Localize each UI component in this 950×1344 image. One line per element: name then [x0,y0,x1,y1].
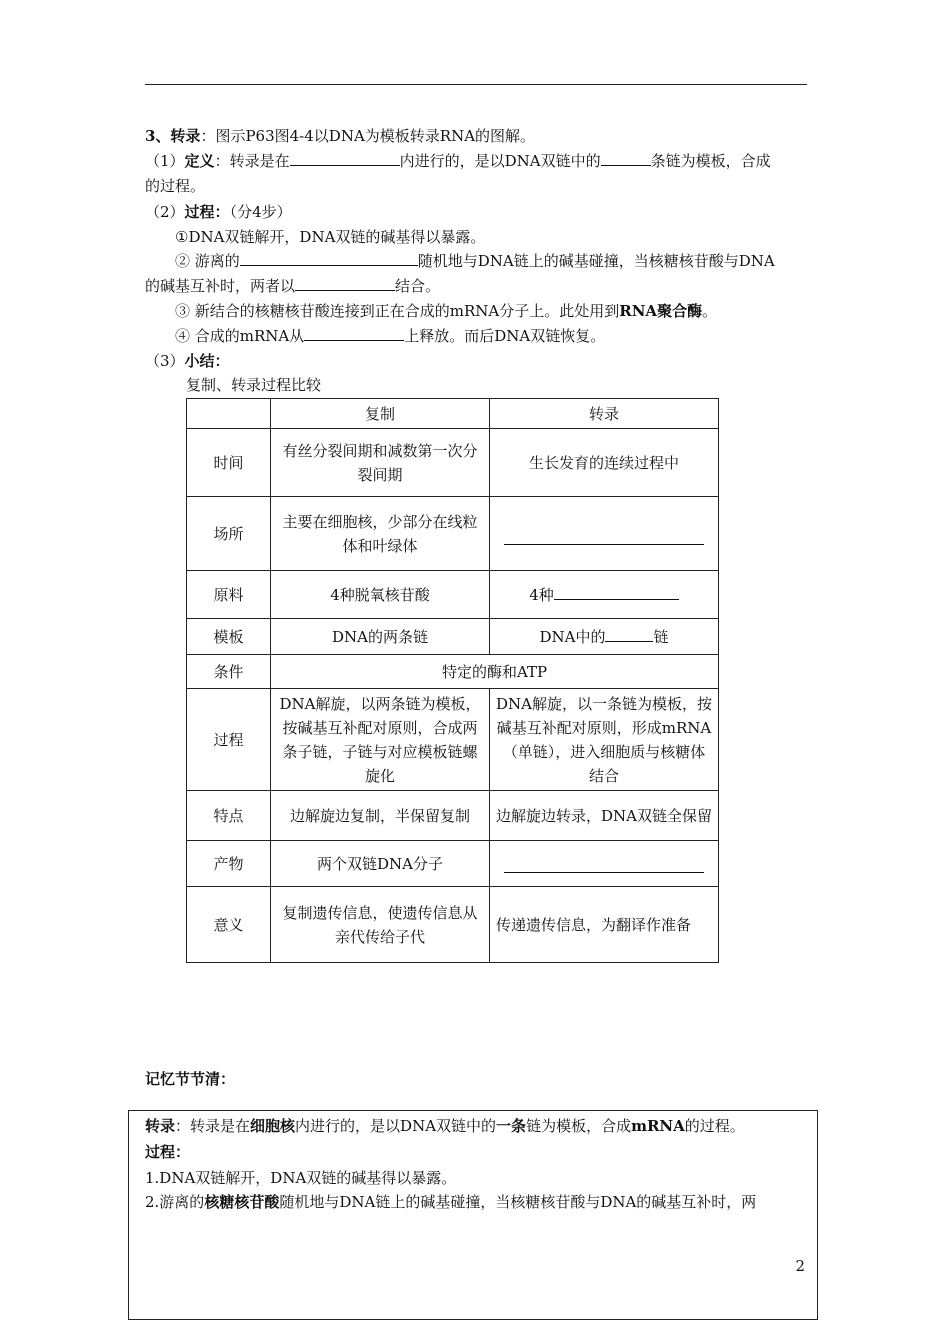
section-title: 3、转录 [145,127,201,145]
table-header-row [187,399,719,429]
header-transcription: 转录 [490,399,719,429]
memo-line-4: 2.游离的核糖核苷酸随机地与DNA链上的碱基碰撞，当核糖核苷酸与DNA的碱基互补时，两 [145,1193,757,1211]
table-row: 原料 4种脱氧核苷酸 4种 [187,571,719,619]
table-row: 特点 边解旋边复制，半保留复制 边解旋边转录，DNA双链全保留 [187,791,719,841]
table-caption: 复制、转录过程比较 [186,376,322,394]
blank-transcription-material[interactable] [554,584,679,600]
memo-line-3: 1.DNA双链解开，DNA双链的碱基得以暴露。 [145,1169,457,1187]
blank-cell-place[interactable] [490,497,719,571]
blank-release-site[interactable] [304,325,404,341]
memo-line-1: 转录：转录是在细胞核内进行的，是以DNA双链中的一条链为模板，合成mRNA的过程。 [145,1117,745,1135]
blank-bond-type[interactable] [295,275,395,291]
section-3-heading: 3、转录：图示P63图4-4以DNA为模板转录RNA的图解。 [145,127,536,145]
table-row: 条件 特定的酶和ATP [187,655,719,689]
blank-transcription-template[interactable] [605,626,653,642]
table-row: 意义 复制遗传信息，使遗传信息从亲代传给子代 传递遗传信息，为翻译作准备 [187,887,719,963]
blank-transcription-product[interactable] [504,858,704,873]
blank-strand-count[interactable] [601,150,651,166]
blank-location[interactable] [290,150,400,166]
memo-box [128,1110,818,1320]
header-rule [145,84,807,85]
process-step-2: ② 游离的 随机地与DNA链上的碱基碰撞，当核糖核苷酸与DNA [175,252,775,270]
memo-line-2: 过程： [145,1143,191,1161]
summary-heading: （3）小结： [145,352,230,370]
memo-title: 记忆节节清： [145,1070,236,1088]
definition-line: （1）定义：转录是在 内进行的，是以DNA双链中的 条链为模板，合成 [145,152,771,170]
blank-transcription-place[interactable] [504,530,704,545]
process-step-4: ④ 合成的mRNA从 上释放。而后DNA双链恢复。 [175,327,606,345]
table-row: 时间 有丝分裂间期和减数第一次分裂间期 生长发育的连续过程中 [187,429,719,497]
process-step-3: ③ 新结合的核糖核苷酸连接到正在合成的mRNA分子上。此处用到RNA聚合酶。 [175,302,718,320]
comparison-table [186,398,719,963]
table-row: 场所 主要在细胞核，少部分在线粒体和叶绿体 [187,497,719,571]
section-intro: 图示P63图4-4以DNA为模板转录RNA的图解。 [215,127,536,145]
table-row: 模板 DNA的两条链 DNA中的 链 [187,619,719,655]
header-replication: 复制 [271,399,490,429]
definition-line-2: 的过程。 [145,177,206,195]
process-step-2-cont: 的碱基互补时，两者以 结合。 [145,277,441,295]
process-step-1: ①DNA双链解开，DNA双链的碱基得以暴露。 [175,228,486,246]
table-row: 产物 两个双链DNA分子 [187,841,719,887]
blank-free-molecule[interactable] [240,250,418,266]
page-number: 2 [795,1257,805,1275]
process-heading: （2）过程：（分4步） [145,203,292,221]
table-row: 过程 DNA解旋，以两条链为模板，按碱基互补配对原则，合成两条子链，子链与对应模板链螺旋化 DNA解旋，以一条链为模板，按碱基互补配对原则，形成mRNA（单链），进入细胞质与核糖体结合 [187,689,719,791]
